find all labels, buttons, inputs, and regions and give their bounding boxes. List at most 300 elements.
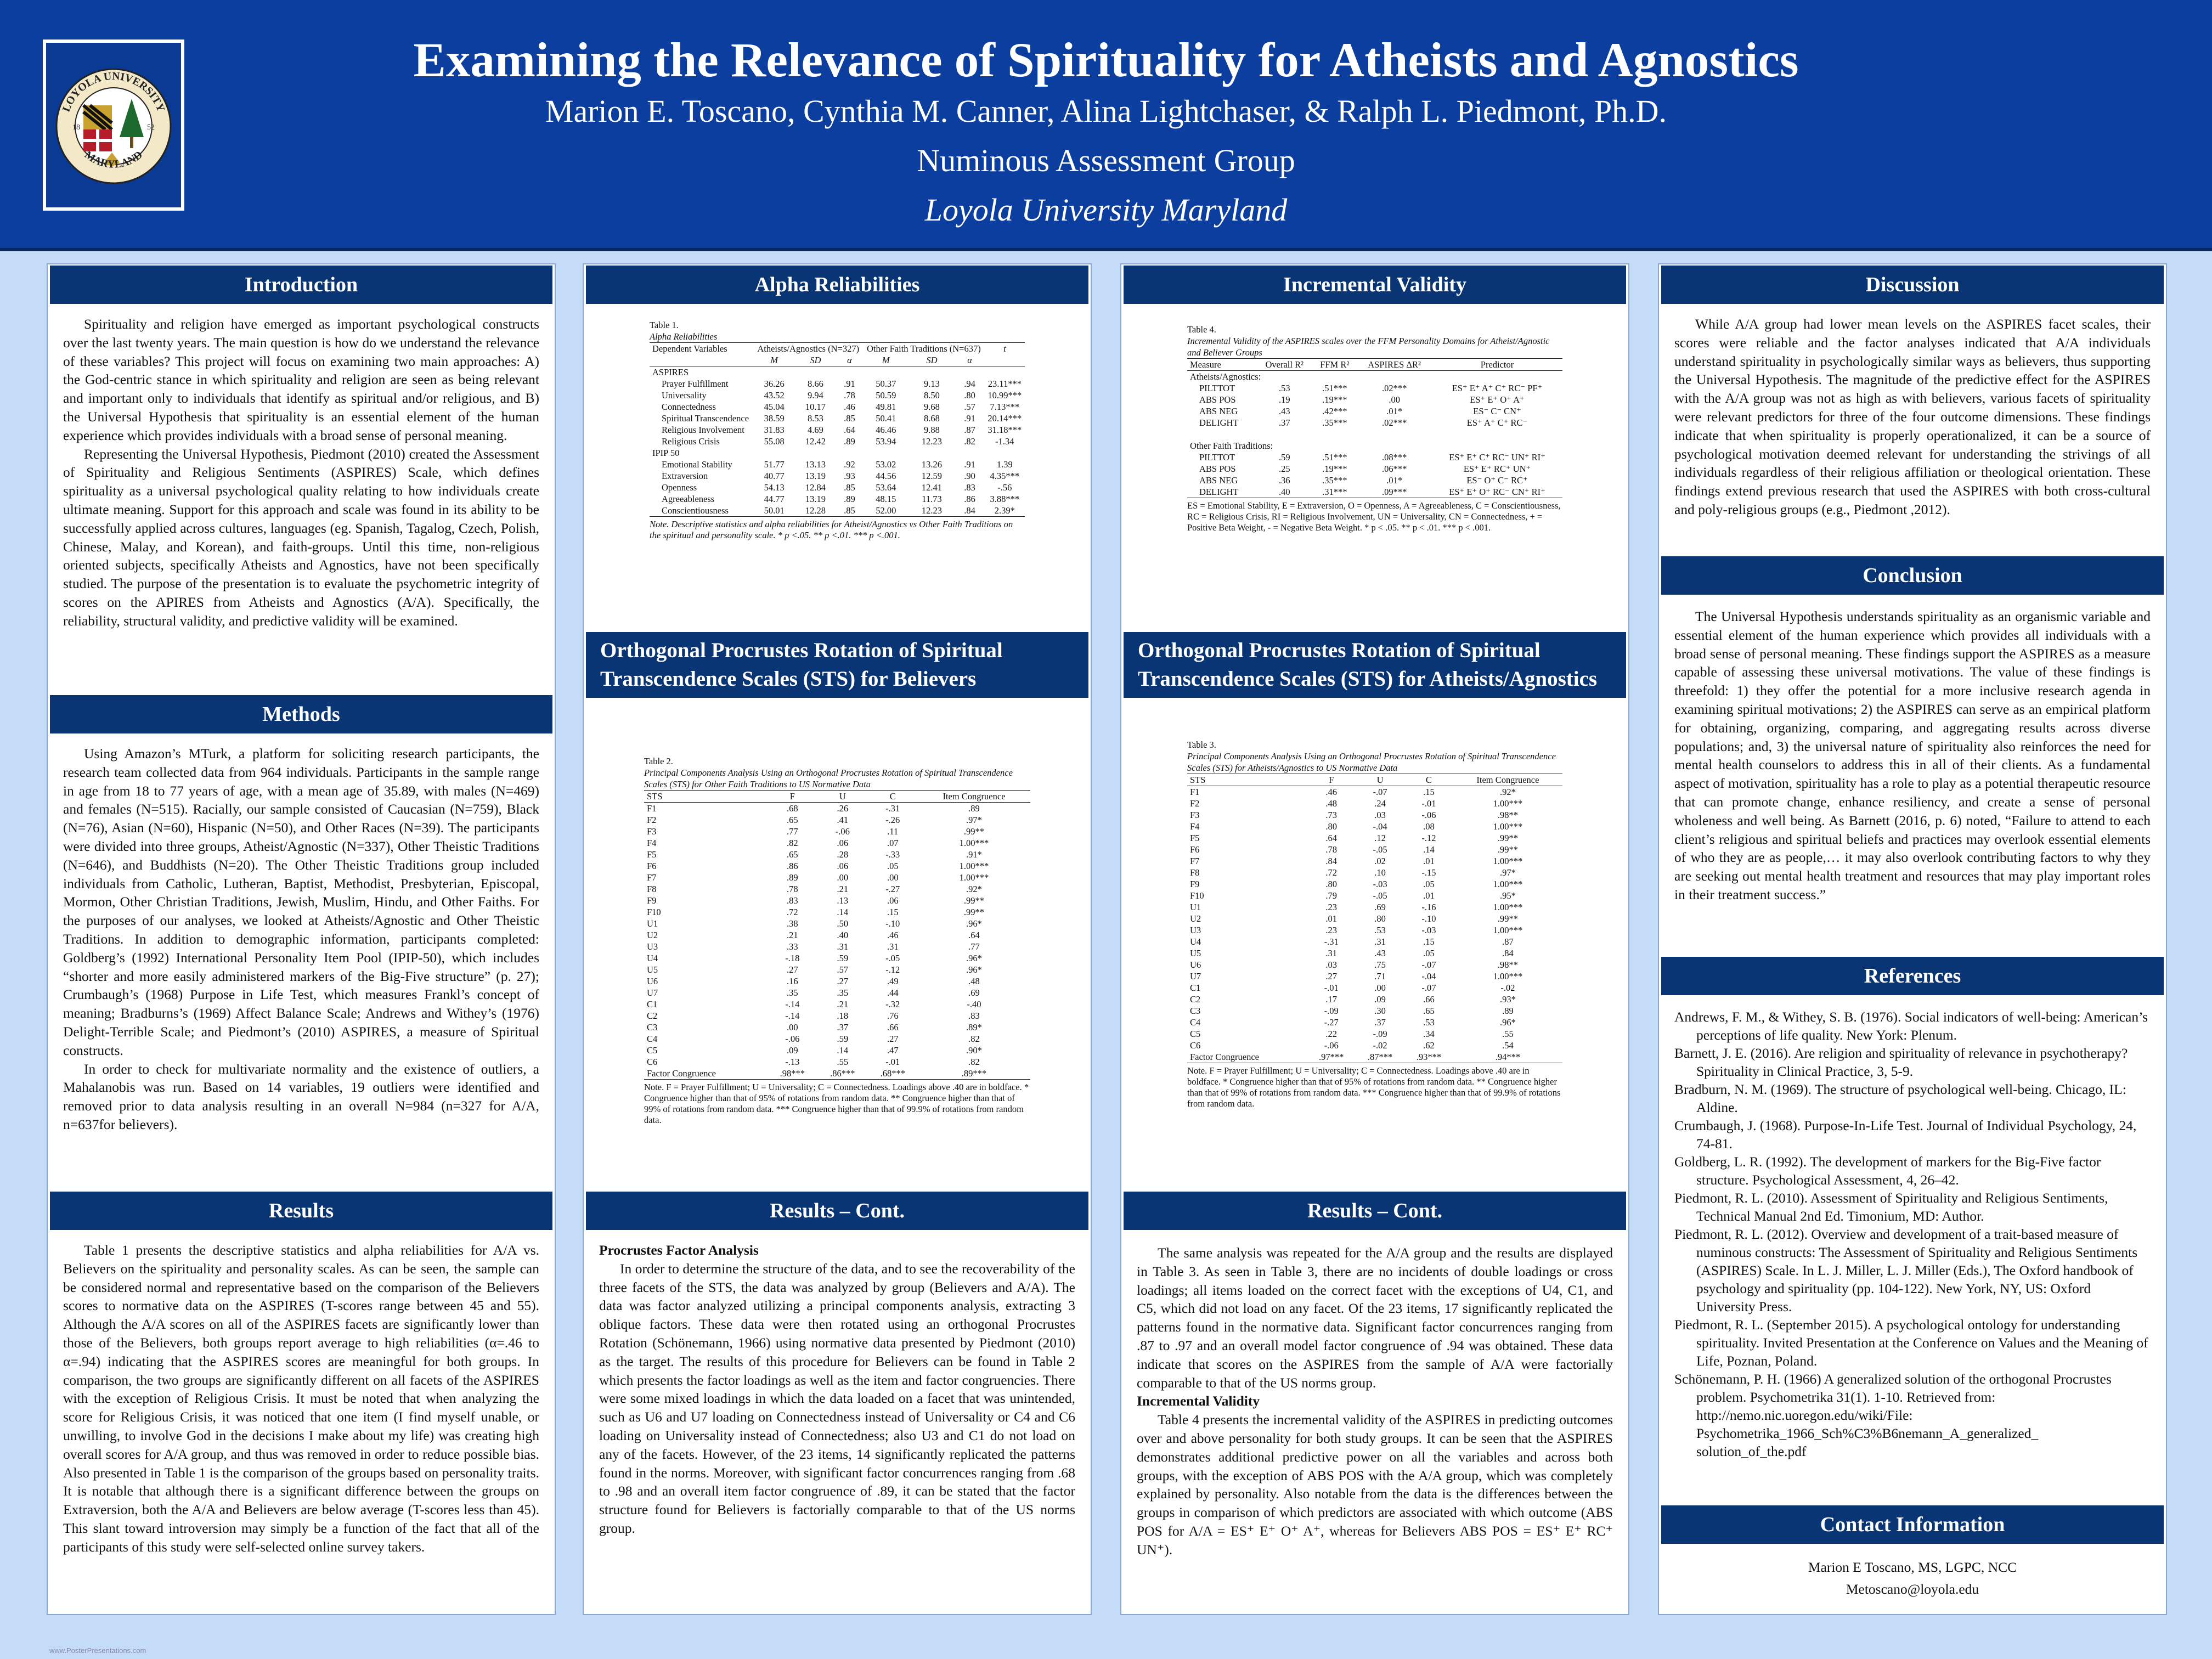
table-cell: U4 — [1190, 936, 1201, 947]
table-cell: F9 — [1190, 879, 1200, 889]
table-cell: -.27 — [885, 884, 900, 894]
table-row — [1187, 855, 1562, 867]
table-4-title: Incremental Validity of the ASPIRES scales over the FFM Personality Domains for Atheist/Agnostic and Believer Groups — [1187, 336, 1550, 358]
svg-text:LOYOLA UNIVERSITY: LOYOLA UNIVERSITY — [60, 70, 167, 114]
table-cell: .35 — [837, 988, 849, 998]
methods-heading: Methods — [50, 695, 552, 733]
table-row — [650, 401, 1025, 413]
table-cell: .26 — [837, 803, 849, 814]
table-cell: .19 — [1278, 394, 1290, 405]
table-cell: .00 — [787, 1022, 798, 1032]
table-cell: .91 — [844, 379, 855, 389]
table-cell: 9.13 — [924, 379, 940, 389]
table-cell: 12.23 — [921, 436, 943, 447]
table-cell: 50.59 — [876, 390, 896, 400]
table-cell: .46 — [1325, 787, 1337, 797]
table-cell: .19*** — [1322, 464, 1347, 474]
table-4-note: ES = Emotional Stability, E = Extraversion, O = Openness, A = Agreeableness, C = Conscientiousness, RC = Religious Crisis, RI = Religious Involvement, UN = Universality, CN = Connectedness, + = Positive Beta Weight, - = Negative Beta Weight. * p < .05. ** p < .01. *** p < .001. — [1187, 500, 1561, 533]
table-1-title: Alpha Reliabilities — [650, 331, 718, 342]
table-cell: 1.00*** — [1493, 821, 1523, 832]
table-cell: .01* — [1386, 406, 1403, 416]
table-cell: U6 — [647, 976, 658, 986]
table-cell: U1 — [647, 918, 658, 929]
table-cell: .00 — [1374, 983, 1386, 993]
table-cell: .86 — [964, 494, 975, 504]
table-cell: .98** — [1497, 810, 1518, 820]
table-3-note: Note. F = Prayer Fulfillment; U = Universality; C = Connectedness. Loadings above .40 are in boldface. * Congruence higher than that of 95% of rotations from random data. ** Congruence higher than that of 99% of rotations from random data. *** Congruence higher than that of 99.9% of rotations from random data. — [1187, 1065, 1561, 1109]
table-cell: .31 — [1325, 948, 1337, 958]
table-row — [644, 987, 1030, 998]
table-cell: F5 — [647, 849, 657, 860]
table-row — [644, 952, 1030, 964]
table-cell: .86 — [787, 861, 798, 871]
table-cell: .64 — [968, 930, 980, 940]
table-row — [1187, 786, 1562, 798]
table-cell: 31.83 — [764, 425, 785, 435]
table-cell: .34 — [1423, 1029, 1435, 1039]
table-row — [644, 872, 1030, 883]
table-cell: .84 — [1502, 948, 1514, 958]
table-cell: .99** — [963, 907, 985, 917]
table-cell: C6 — [647, 1057, 658, 1067]
table-cell: -.02 — [1373, 1040, 1387, 1051]
table-cell: .78 — [1325, 844, 1337, 855]
group-label: Other Faith Traditions: — [1190, 441, 1273, 451]
table-cell: ES⁺ E⁺ RC⁺ UN⁺ — [1463, 464, 1531, 474]
table-cell: .48 — [968, 976, 980, 986]
table-cell: U2 — [1190, 913, 1201, 924]
table-cell: C5 — [1190, 1029, 1201, 1039]
table-cell: U5 — [647, 964, 658, 975]
results-cont2-paragraph-2: Table 4 presents the incremental validity of the ASPIRES in predicting outcomes over and above personality for both study groups. It can be seen that the ASPIRES demonstrates additional predictive power on all the variables and across both groups, with the exception of ABS POS with the A/A group, which was completely explained by personality. Also notable from the data is the differences between the groups in comparison of which predictors are associated with which outcome (ABS POS for A/A = ES⁺ E⁺ O⁺ A⁺, whereas for Believers ABS POS = ES⁺ E⁺ RC⁺ UN⁺). — [1137, 1412, 1613, 1558]
table-cell: .16 — [787, 976, 798, 986]
group-label: Atheists/Agnostics: — [1190, 371, 1261, 382]
references-heading: References — [1661, 957, 2164, 995]
table-4 — [1187, 324, 1562, 533]
sub-sd: SD — [810, 355, 821, 365]
table-row — [1187, 970, 1562, 982]
table-row — [650, 436, 1025, 447]
table-cell: -.16 — [1421, 902, 1436, 912]
table-cell: F7 — [1190, 856, 1200, 866]
contact-email[interactable]: Metoscano@loyola.edu — [1846, 1581, 1979, 1597]
table-cell: .01 — [1423, 890, 1435, 901]
column-header: F — [1329, 775, 1334, 785]
table-cell: .15 — [887, 907, 899, 917]
table-cell: .11 — [887, 826, 899, 837]
table-cell: .80 — [964, 390, 975, 400]
column-3 — [1120, 263, 1629, 1615]
table-cell: .23 — [1325, 902, 1337, 912]
table-cell: F3 — [1190, 810, 1200, 820]
table-cell: .89*** — [961, 1068, 987, 1079]
table-cell: -.05 — [1373, 890, 1387, 901]
table-cell: -.27 — [1324, 1017, 1339, 1028]
table-cell: Factor Congruence — [647, 1068, 716, 1079]
table-cell: .27 — [837, 976, 849, 986]
table-cell: 2.39* — [994, 505, 1015, 516]
table-cell: .82 — [968, 1057, 980, 1067]
table-cell: ES⁺ E⁺ A⁺ C⁺ RC⁻ PF⁺ — [1452, 383, 1543, 393]
table-cell: U3 — [1190, 925, 1201, 935]
table-cell: Agreeableness — [662, 494, 715, 504]
table-cell: .83 — [968, 1011, 980, 1021]
table-cell: -.05 — [885, 953, 900, 963]
results-cont2-paragraph-1: The same analysis was repeated for the A/A group and the results are displayed in Table 3. As seen in Table 3, there are no incidents of double loadings or cross loadings; all items loaded on the correct facet with the exceptions of U4, C1, and C5, which did not load on any facet. Of the 23 items, 17 significantly replicated the patterns found in the normative data. Significant factor concurrences ranging from .87 to .97 and an overall model factor congruence of .94 was obtained. These data indicate that scores on the ASPIRES from the sample of A/A were factorially comparable to that of the US norms group. — [1137, 1245, 1613, 1391]
table-cell: -.33 — [885, 849, 900, 860]
table-cell: .43 — [1374, 948, 1386, 958]
reference-item: Piedmont, R. L. (September 2015). A psychological ontology for understanding spirituality. Invited Presentation at the Conference on Values and the Meaning of Life, Poznan, Poland. — [1674, 1317, 2148, 1369]
table-cell: 1.39 — [996, 459, 1013, 470]
column-4 — [1658, 263, 2167, 1615]
table-cell: .91 — [964, 459, 975, 470]
table-cell: .51*** — [1322, 452, 1347, 462]
column-header: STS — [647, 791, 663, 802]
table-cell: 4.69 — [807, 425, 823, 435]
table-cell: -.32 — [885, 999, 900, 1009]
table-cell: .01* — [1386, 475, 1403, 486]
table-cell: .23 — [1325, 925, 1337, 935]
table-group-row — [1187, 371, 1562, 383]
intro-paragraph-1: Spirituality and religion have emerged as important psychological constructs over the last twenty years. The main question is how do we understand the relevance of these variables? This project will focus on examining two main approaches: A) the God-centric stance in which spirituality and religion are seen as being relevant and important only to individuals that identify as spiritual and/or religious, and B) the Universal Hypothesis that spirituality is an essential element of the human experience which provides individuals with a broad sense of personal meaning. — [63, 316, 539, 443]
table-cell: .55 — [1502, 1029, 1514, 1039]
table-cell: .06 — [837, 861, 849, 871]
table-cell: .72 — [1325, 867, 1337, 878]
table-cell: .59 — [837, 1034, 849, 1044]
table-cell: .27 — [787, 964, 798, 975]
table-cell: .14 — [837, 1045, 849, 1056]
table-cell: .06 — [837, 838, 849, 848]
table-cell: .13 — [837, 895, 849, 906]
table-cell: 52.00 — [876, 505, 896, 516]
table-row — [1187, 924, 1562, 936]
table-cell: .02*** — [1381, 417, 1407, 428]
conclusion-heading: Conclusion — [1661, 556, 2164, 595]
table-cell: .44 — [887, 988, 899, 998]
table-cell: .27 — [1325, 971, 1337, 981]
table-cell: -.14 — [785, 1011, 800, 1021]
table-cell: .95* — [1499, 890, 1516, 901]
table-cell: C2 — [647, 1011, 658, 1021]
table-3-label: Table 3. — [1187, 740, 1216, 750]
table-row — [1187, 417, 1562, 428]
table-2 — [644, 755, 1030, 1126]
table-cell: -.06 — [835, 826, 850, 837]
table-cell: 43.52 — [764, 390, 785, 400]
table-cell: -.03 — [1421, 925, 1436, 935]
table-cell: .87*** — [1367, 1052, 1393, 1062]
table-row — [1187, 959, 1562, 970]
table-cell: .46 — [844, 402, 855, 412]
table-cell: .87 — [964, 425, 975, 435]
table-cell: -.12 — [1421, 833, 1436, 843]
table-cell: .75 — [1374, 960, 1386, 970]
table-row — [1187, 890, 1562, 901]
table-cell: 9.88 — [924, 425, 940, 435]
table-cell: .85 — [844, 413, 855, 424]
table-cell: .25 — [1278, 464, 1290, 474]
table-cell: .21 — [787, 930, 798, 940]
incremental-table — [1187, 358, 1562, 498]
table-cell: .91* — [966, 849, 982, 860]
research-group: Numinous Assessment Group — [917, 143, 1295, 178]
table-cell: .33 — [787, 941, 798, 952]
table-cell: U2 — [647, 930, 658, 940]
table-cell: .21 — [837, 999, 849, 1009]
table-row — [644, 1010, 1030, 1022]
col-aa: Atheists/Agnostics (N=327) — [757, 343, 860, 354]
table-cell: C3 — [647, 1022, 658, 1032]
table-cell: 8.68 — [924, 413, 940, 424]
table-cell: Universality — [662, 390, 707, 400]
table-cell: .37 — [1374, 1017, 1386, 1028]
table-cell: F4 — [1190, 821, 1200, 832]
table-cell: .14 — [1423, 844, 1435, 855]
table-cell: 50.37 — [876, 379, 896, 389]
table-cell: -.04 — [1421, 971, 1436, 981]
table-cell: .40 — [837, 930, 849, 940]
table-cell: .82 — [964, 436, 975, 447]
reference-item: Andrews, F. M., & Withey, S. B. (1976). Social indicators of well-being: American’s perceptions of life quality. New York: Plenum. — [1674, 1009, 2148, 1043]
table-cell: F2 — [1190, 798, 1200, 809]
table-row — [1187, 486, 1562, 498]
table-cell: Factor Congruence — [1190, 1052, 1259, 1062]
table-row — [650, 470, 1025, 482]
table-cell: .93 — [844, 471, 855, 481]
table-cell: .79 — [1325, 890, 1337, 901]
table-cell: F3 — [647, 826, 657, 837]
reference-item: Piedmont, R. L. (2010). Assessment of Spirituality and Religious Sentiments, Technical Manual 2nd Ed. Timonium, MD: Author. — [1674, 1190, 2108, 1224]
table-cell: ES⁺ E⁺ O⁺ A⁺ — [1470, 394, 1525, 405]
table-cell: .96* — [966, 953, 982, 963]
table-cell: C4 — [1190, 1017, 1201, 1028]
table-cell: DELIGHT — [1199, 487, 1239, 497]
table-2-label: Table 2. — [644, 756, 673, 766]
table-cell: .22 — [1325, 1029, 1337, 1039]
table-row — [644, 975, 1030, 987]
table-cell: .97* — [1499, 867, 1516, 878]
table-cell: .72 — [787, 907, 798, 917]
results-cont-paragraph: In order to determine the structure of the data, and to see the recoverability of the three facets of the STS, the data was analyzed by group (Believers and A/A). The data was factor analyzed utilizing a principal components analysis, extracting 3 oblique factors. These data were then rotated using an orthogonal Procrustes Rotation (Schönemann, 1966) using normative data presented by Piedmont (2010) as the target. The results of this procedure for Believers can be found in Table 2 which presents the factor loadings as well as the item and factor congruencies. There were some mixed loadings in which the data loaded on a facet that was unintended, such as U6 and U7 loading on Connectedness instead of Universality or C4 and C6 loading on Universality instead of Connectedness; also U3 and C1 do not load on any of the facets. However, of the 23 items, 14 significantly replicated the patterns found in the norms. Moreover, with significant factor concurrences ranging from .68 to .98 and an overall item factor congruence of .89, it can be stated that the factor structure found for Believers is factorially comparable to that of the US norms group. — [599, 1260, 1075, 1536]
table-group-row — [1187, 440, 1562, 452]
table-cell: C5 — [647, 1045, 658, 1056]
table-cell: .15 — [1423, 787, 1435, 797]
table-cell: ES⁻ C⁻ CN⁺ — [1473, 406, 1521, 416]
table-cell: .00 — [887, 872, 899, 883]
table-cell: 11.73 — [922, 494, 942, 504]
table-cell: .35*** — [1322, 475, 1347, 486]
column-header: Predictor — [1480, 359, 1514, 370]
group-label: ASPIRES — [652, 367, 689, 377]
results-cont-text — [599, 1241, 1075, 1538]
table-cell: 8.66 — [807, 379, 823, 389]
table-cell: .94*** — [1495, 1052, 1521, 1062]
table-cell: 12.28 — [805, 505, 826, 516]
table-cell: .65 — [787, 815, 798, 825]
table-cell: .31 — [887, 941, 899, 952]
table-cell: .80 — [1374, 913, 1386, 924]
table-cell: U1 — [1190, 902, 1201, 912]
table-cell: .06 — [887, 895, 899, 906]
table-cell: U5 — [1190, 948, 1201, 958]
table-cell: .46 — [887, 930, 899, 940]
table-cell: U6 — [1190, 960, 1201, 970]
table-cell: F1 — [1190, 787, 1200, 797]
table-cell: .12 — [1374, 833, 1386, 843]
table-cell: -.13 — [785, 1057, 800, 1067]
table-row — [1187, 382, 1562, 394]
table-cell: .09 — [1374, 994, 1386, 1005]
table-row — [644, 883, 1030, 895]
footer-credit: www.PosterPresentations.com — [49, 1646, 146, 1655]
table-cell: 9.94 — [807, 390, 823, 400]
table-row — [1187, 809, 1562, 821]
table-3 — [1187, 739, 1562, 1109]
table-cell: 1.00*** — [959, 872, 989, 883]
table-cell: .78 — [844, 390, 855, 400]
table-cell: .69 — [1374, 902, 1386, 912]
table-cell: 7.13*** — [990, 402, 1020, 412]
table-cell: F8 — [1190, 867, 1200, 878]
table-cell: -.26 — [885, 815, 900, 825]
reference-item: Piedmont, R. L. (2012). Overview and development of a trait-based measure of numinous constructs: The Assessment of Spirituality and Religious Sentiments (ASPIRES) Scale. In L. J. Miller, L. J. Miller (Eds.), The Oxford handbook of psychology and spirituality (pp. 104-122). New York, NY, US: Oxford University Press. — [1674, 1226, 2138, 1314]
table-cell: .96* — [1499, 1017, 1516, 1028]
table-cell: 8.50 — [924, 390, 940, 400]
table-cell: .31*** — [1322, 487, 1347, 497]
procrustes-believers-table — [644, 790, 1030, 1080]
procrustes-subheading: Procrustes Factor Analysis — [599, 1242, 759, 1258]
table-cell: .80 — [1325, 821, 1337, 832]
table-cell: .02*** — [1381, 383, 1407, 393]
table-cell: .41 — [837, 815, 849, 825]
table-row — [650, 493, 1025, 505]
university-name: Loyola University Maryland — [924, 192, 1288, 228]
university-logo — [43, 40, 184, 211]
table-cell: .47 — [887, 1045, 899, 1056]
table-cell: 13.26 — [921, 459, 943, 470]
reference-item: Goldberg, L. R. (1992). The development of markers for the Big-Five factor structure. Psychological Assessment, 4, 26–42. — [1674, 1154, 2101, 1188]
factor-congruence-row — [1187, 1051, 1562, 1063]
table-cell: ES⁺ E⁺ C⁺ RC⁻ UN⁺ RI⁺ — [1449, 452, 1545, 462]
table-row — [1187, 1028, 1562, 1040]
table-cell: .54 — [1502, 1040, 1514, 1051]
table-cell: U7 — [1190, 971, 1201, 981]
table-cell: .89* — [966, 1022, 982, 1032]
table-cell: 50.01 — [764, 505, 785, 516]
contact-name: Marion E Toscano, MS, LGPC, NCC — [1808, 1559, 2017, 1575]
table-cell: 53.64 — [876, 482, 896, 493]
results-cont-heading: Results – Cont. — [586, 1192, 1088, 1230]
table-cell: .02 — [1374, 856, 1386, 866]
table-cell: .31 — [1374, 936, 1386, 947]
table-cell: .27 — [887, 1034, 899, 1044]
table-cell: 10.17 — [805, 402, 826, 412]
table-cell: .66 — [887, 1022, 899, 1032]
table-row — [1187, 901, 1562, 913]
table-row — [1187, 947, 1562, 959]
intro-paragraph-2: Representing the Universal Hypothesis, Piedmont (2010) created the Assessment of Spirituality and Religious Sentiments (ASPIRES) Scale, which defines spirituality as a universal psychological quality relating to how individuals create ultimate meaning. Support for this approach and scale was found in its ability to be successfully applied across cultures, languages (eg. Spanish, Tagalog, Czech, Polish, Chinese, Malay, and Korean), and faith-groups. Until this time, non-religious oriented subjects, specifically Atheists and Agnostics, have not been specifically studied. The purpose of the presentation is to evaluate the psychometric integrity of scores on the APIRES from Atheists and Agnostics (A/A). Specifically, the reliability, structural validity, and predictive validity will be examined. — [63, 445, 539, 629]
table-row — [1187, 394, 1562, 405]
table-cell: .36 — [1278, 475, 1290, 486]
table-cell: .92 — [844, 459, 855, 470]
table-cell: .66 — [1423, 994, 1435, 1005]
table-cell: 53.94 — [876, 436, 896, 447]
table-cell: -.09 — [1373, 1029, 1387, 1039]
table-cell: 12.23 — [921, 505, 943, 516]
table-cell: .83 — [964, 482, 975, 493]
table-1-note: Note. Descriptive statistics and alpha reliabilities for Atheist/Agnostics vs Other Faith Traditions on the spiritual and personality scale. * p <.05. ** p <.01. *** p <.001. — [650, 519, 1013, 540]
table-cell: .38 — [787, 918, 798, 929]
column-header: Measure — [1190, 359, 1221, 370]
table-cell: F9 — [647, 895, 657, 906]
table-cell: .49 — [887, 976, 899, 986]
introduction-text — [63, 315, 539, 630]
table-row — [1187, 405, 1562, 417]
table-cell: -.07 — [1421, 960, 1436, 970]
table-row — [1187, 982, 1562, 994]
table-row — [644, 826, 1030, 837]
table-cell: .19*** — [1322, 394, 1347, 405]
table-cell: .77 — [787, 826, 798, 837]
table-cell: 49.81 — [876, 402, 896, 412]
table-cell: .03 — [1325, 960, 1337, 970]
table-cell: 12.42 — [805, 436, 826, 447]
table-cell: .37 — [1278, 417, 1290, 428]
column-header: C — [889, 791, 896, 802]
table-cell: .31 — [837, 941, 849, 952]
procrustes-aa-heading: Orthogonal Procrustes Rotation of Spiritual Transcendence Scales (STS) for Atheists/Agnostics — [1124, 632, 1626, 698]
table-cell: 1.00*** — [1493, 902, 1523, 912]
table-cell: .76 — [887, 1011, 899, 1021]
table-cell: Religious Involvement — [662, 425, 744, 435]
table-cell: Extraversion — [662, 471, 708, 481]
table-cell: .03 — [1374, 810, 1386, 820]
table-cell: .08*** — [1381, 452, 1407, 462]
table-cell: .28 — [837, 849, 849, 860]
table-row — [644, 814, 1030, 826]
table-cell: .07 — [887, 838, 899, 848]
column-header: C — [1425, 775, 1432, 785]
table-row — [1187, 844, 1562, 855]
table-row — [1187, 452, 1562, 463]
table-cell: C1 — [1190, 983, 1201, 993]
table-4-label: Table 4. — [1187, 324, 1216, 335]
table-cell: 1.00*** — [1493, 856, 1523, 866]
table-cell: -.01 — [885, 1057, 900, 1067]
table-cell: 1.00*** — [1493, 925, 1523, 935]
table-cell: .65 — [1423, 1006, 1435, 1016]
table-cell: .92* — [966, 884, 982, 894]
table-cell: ES⁻ O⁺ C⁻ RC⁺ — [1466, 475, 1528, 486]
table-row — [644, 895, 1030, 906]
table-cell: -.04 — [1373, 821, 1387, 832]
reference-item: Crumbaugh, J. (1968). Purpose-In-Life Test. Journal of Individual Psychology, 24, 74-81. — [1674, 1118, 2137, 1152]
table-cell: 48.15 — [876, 494, 896, 504]
sub-m: M — [770, 355, 778, 365]
table-cell: -.10 — [1421, 913, 1436, 924]
table-cell: -.09 — [1324, 1006, 1339, 1016]
table-cell: .59 — [1278, 452, 1290, 462]
table-row — [644, 1056, 1030, 1068]
spacer-row — [1187, 428, 1562, 440]
svg-text:MARYLAND: MARYLAND — [82, 148, 145, 171]
table-cell: .85 — [844, 482, 855, 493]
table-cell: Religious Crisis — [662, 436, 720, 447]
table-cell: Prayer Fulfillment — [662, 379, 729, 389]
table-cell: F7 — [647, 872, 657, 883]
table-cell: -.56 — [997, 482, 1012, 493]
col-of: Other Faith Traditions (N=637) — [866, 343, 981, 354]
